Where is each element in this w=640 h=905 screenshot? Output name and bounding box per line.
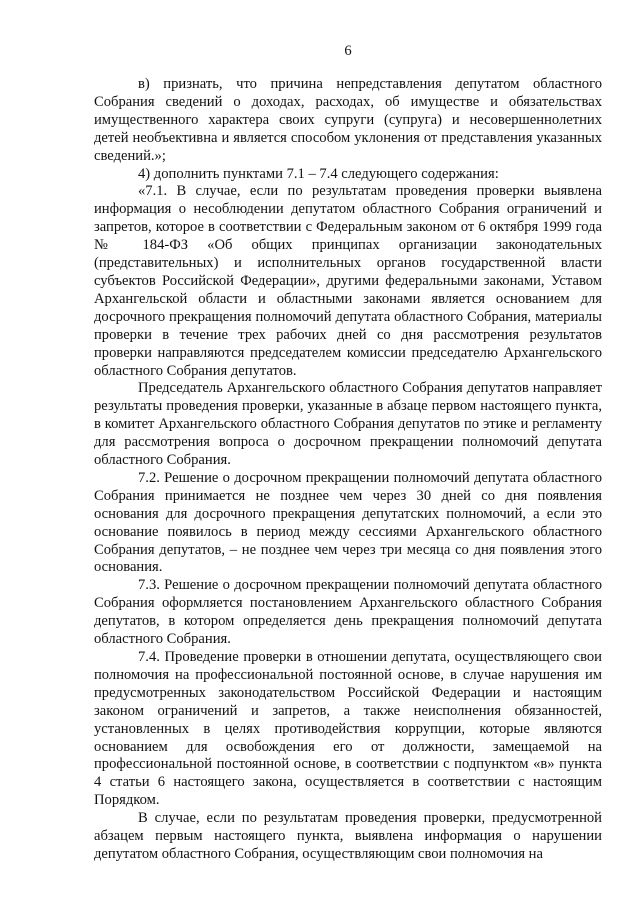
paragraph-7-4-second: В случае, если по результатам проведения проверки, предусмотренной абзацем первым настоящего пункта, выявлена информация о нарушении депутатом областного Собрания, осуществляющим свои полномочия на xyxy=(94,810,602,862)
paragraph-7-1-second: Председатель Архангельского областного Собрания депутатов направляет результаты проведения проверки, указанные в абзаце первом настоящего пункта, в комитет Архангельского областного Собрания депутатов по этике и регламенту для рассмотрения вопроса о досрочном прекращении полномочий депутата областного Собрания. xyxy=(94,380,602,469)
paragraph-7-2: 7.2. Решение о досрочном прекращении полномочий депутата областного Собрания принимается не позднее чем через 30 дней со дня появления основания для досрочного прекращения депутатских полномочий, а если это основание появилось в период между сессиями Архангельского областного Собрания депутатов, – не позднее чем через три месяца со дня появления этого основания. xyxy=(94,469,602,576)
page-number: 6 xyxy=(344,43,352,59)
paragraph-subitem-v: в) признать, что причина непредставления депутатом областного Собрания сведений о доходах, расходах, об имуществе и обязательствах имущественного характера своих супруги (супруга) и несовершеннолетних детей необъективна и является способом уклонения от представления указанных сведений.»; xyxy=(94,76,602,164)
paragraph-item-4: 4) дополнить пунктами 7.1 – 7.4 следующего содержания: xyxy=(138,165,499,182)
paragraph-7-1: «7.1. В случае, если по результатам проведения проверки выявлена информация о несоблюдении депутатом областного Собрания ограничений и запретов, которое в соответствии с Федеральным законом от 6 октября 1999 года № 184-ФЗ «Об общих принципах организации законодательных (представительных) и исполнительных органов государственной власти субъектов Российской Федерации», другими федеральными законами, Уставом Архангельской области и областными законами является основанием для досрочного прекращения полномочий депутата областного Собрания, материалы проверки в течение трех рабочих дней со дня рассмотрения результатов проверки направляются председателем комиссии председателю Архангельского областного Собрания депутатов. xyxy=(94,183,602,379)
paragraph-7-3: 7.3. Решение о досрочном прекращении полномочий депутата областного Собрания оформляется постановлением Архангельского областного Собрания депутатов, в котором определяется день прекращения полномочий депутата областного Собрания. xyxy=(94,577,602,648)
paragraph-7-4: 7.4. Проведение проверки в отношении депутата, осуществляющего свои полномочия на профессиональной постоянной основе, в случае нарушения им предусмотренных законодательством Российской Федерации и настоящим законом ограничений и запретов, а также неисполнения обязанностей, установленных в целях противодействия коррупции, которые являются основанием для освобождения его от должности, замещаемой на профессиональной постоянной основе, в соответствии с подпунктом «в» пункта 4 статьи 6 настоящего закона, осуществляется в соответствии с настоящим Порядком. xyxy=(94,649,602,809)
